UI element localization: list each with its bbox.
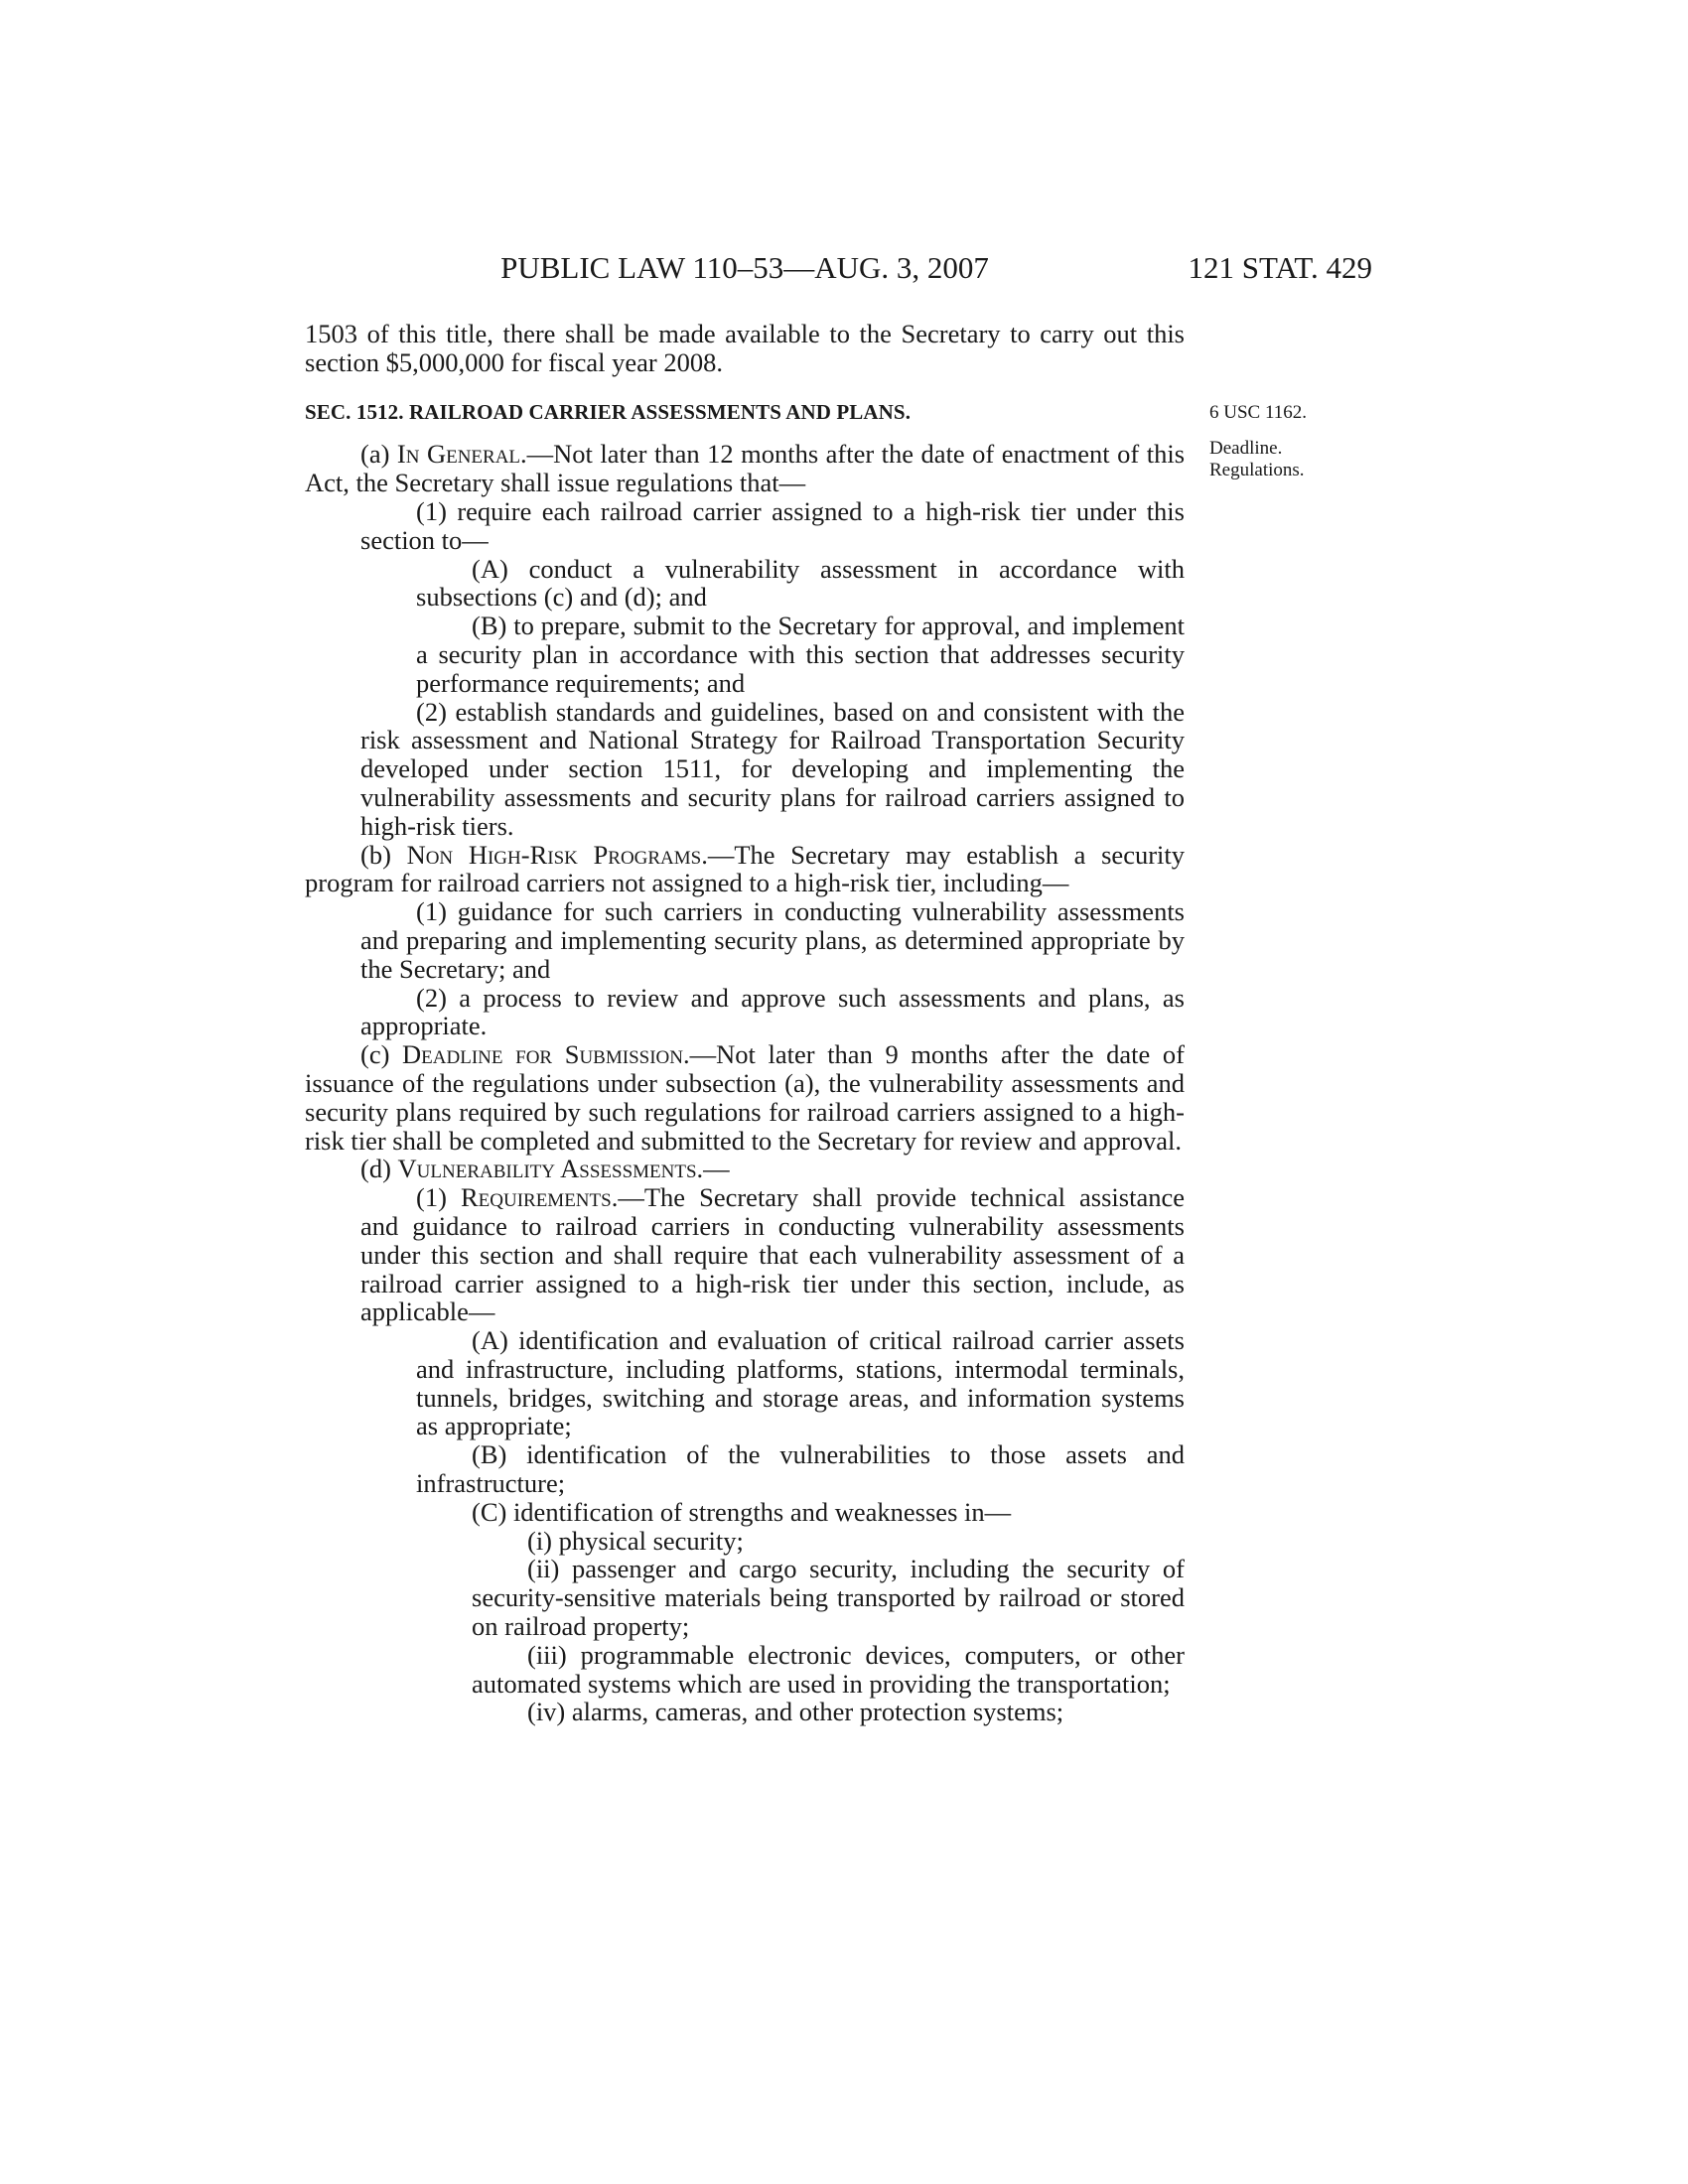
subsection-b-heading: Non High-Risk Programs (406, 839, 702, 870)
subparagraph-a1B: (B) to prepare, submit to the Secretary for approval, and implement a security plan in accordance with this section that addresses security performance requirements; and (416, 611, 1185, 698)
subsection-d-heading: Vulnerability Assessments (397, 1154, 697, 1184)
paragraph-continuation: 1503 of this title, there shall be made available to the Secretary to carry out this section $5,000,000 for fiscal year 2008. (305, 319, 1185, 377)
paragraph-d1-heading: Requirements (460, 1182, 612, 1213)
margin-note-regulations: Regulations. (1209, 460, 1305, 480)
paragraph-b1: (1) guidance for such carriers in conducting vulnerability assessments and preparing and implementing security plans, as determined appropriate by the Secretary; and (360, 896, 1185, 984)
subsection-d-lead: (d) (360, 1154, 398, 1184)
margin-note-usc: 6 USC 1162. (1209, 402, 1308, 423)
body-text (305, 320, 1185, 1726)
subsection-b-text: .—The Secretary may establish a security program for railroad carriers not assigned to a high-risk tier, including— (305, 839, 1186, 898)
subsection-b (305, 841, 1185, 898)
margin-note-deadline: Deadline. (1209, 438, 1283, 459)
margin-notes (1209, 438, 1305, 481)
subsection-a (305, 440, 1185, 497)
paragraph-b2: (2) a process to review and approve such assessments and plans, as appropriate. (360, 982, 1185, 1041)
subsection-d (305, 1155, 1185, 1183)
subsection-d-text: .— (696, 1154, 730, 1184)
paragraph-a2: (2) establish standards and guidelines, based on and consistent with the risk assessment and National Strategy for Railroad Transportation Security developed under section 1511, for developing and implementing the vulnerability assessments and security plans for railroad carriers assigned to high-risk tiers. (360, 696, 1185, 841)
subsection-a-text: .—Not later than 12 months after the date of enactment of this Act, the Secretary shall issue regulations that— (305, 439, 1186, 498)
subparagraph-a1A: (A) conduct a vulnerability assessment in accordance with subsections (c) and (d); and (416, 553, 1185, 613)
clause-d1Civ: (iv) alarms, cameras, and other protection systems; (527, 1697, 1064, 1727)
header-page-ref: 121 STAT. 429 (1188, 250, 1372, 285)
subsection-c-heading: Deadline for Submission (402, 1039, 683, 1070)
subparagraph-d1B: (B) identification of the vulnerabilities to those assets and infrastructure; (416, 1439, 1185, 1499)
clause-d1Ci: (i) physical security; (527, 1525, 744, 1556)
section-heading: SEC. 1512. RAILROAD CARRIER ASSESSMENTS AND PLANS. (305, 399, 912, 424)
subsection-c-text: .—Not later than 9 months after the date of issuance of the regulations under subsection (a), the vulnerability assessments and security plans required by such regulations for railroad carriers assigned to a high-risk tier shall be completed and submitted to the Secretary for review and approval. (305, 1039, 1186, 1156)
subsection-b-lead: (b) (360, 839, 407, 870)
subsection-a-lead: (a) (360, 439, 397, 470)
header-title: PUBLIC LAW 110–53—AUG. 3, 2007 (500, 250, 989, 285)
subparagraph-d1C: (C) identification of strengths and weaknesses in— (472, 1496, 1012, 1527)
clause-d1Ciii: (iii) programmable electronic devices, computers, or other automated systems which are used in providing the transportation; (472, 1639, 1185, 1699)
running-header (0, 250, 1688, 290)
paragraph-a1: (1) require each railroad carrier assigned to a high-risk tier under this section to— (360, 495, 1185, 555)
subsection-a-heading: In General (396, 439, 521, 470)
paragraph-d1-lead: (1) (416, 1182, 461, 1213)
subsection-c (305, 1040, 1185, 1155)
paragraph-d1-text: .—The Secretary shall provide technical assistance and guidance to railroad carriers in conducting vulnerability assessments under this section and shall require that each vulnerability assessment of a railroad carrier assigned to a high-risk tier under this section, include, as applicable— (360, 1182, 1185, 1327)
clause-d1Cii: (ii) passenger and cargo security, including the security of security-sensitive materials being transported by railroad or stored on railroad property; (472, 1554, 1185, 1642)
subparagraph-d1A: (A) identification and evaluation of critical railroad carrier assets and infrastructure, including platforms, stations, intermodal terminals, tunnels, bridges, switching and storage areas, and information systems as appropriate; (416, 1325, 1185, 1441)
paragraph-d1 (305, 1183, 1185, 1326)
subsection-c-lead: (c) (360, 1039, 403, 1070)
